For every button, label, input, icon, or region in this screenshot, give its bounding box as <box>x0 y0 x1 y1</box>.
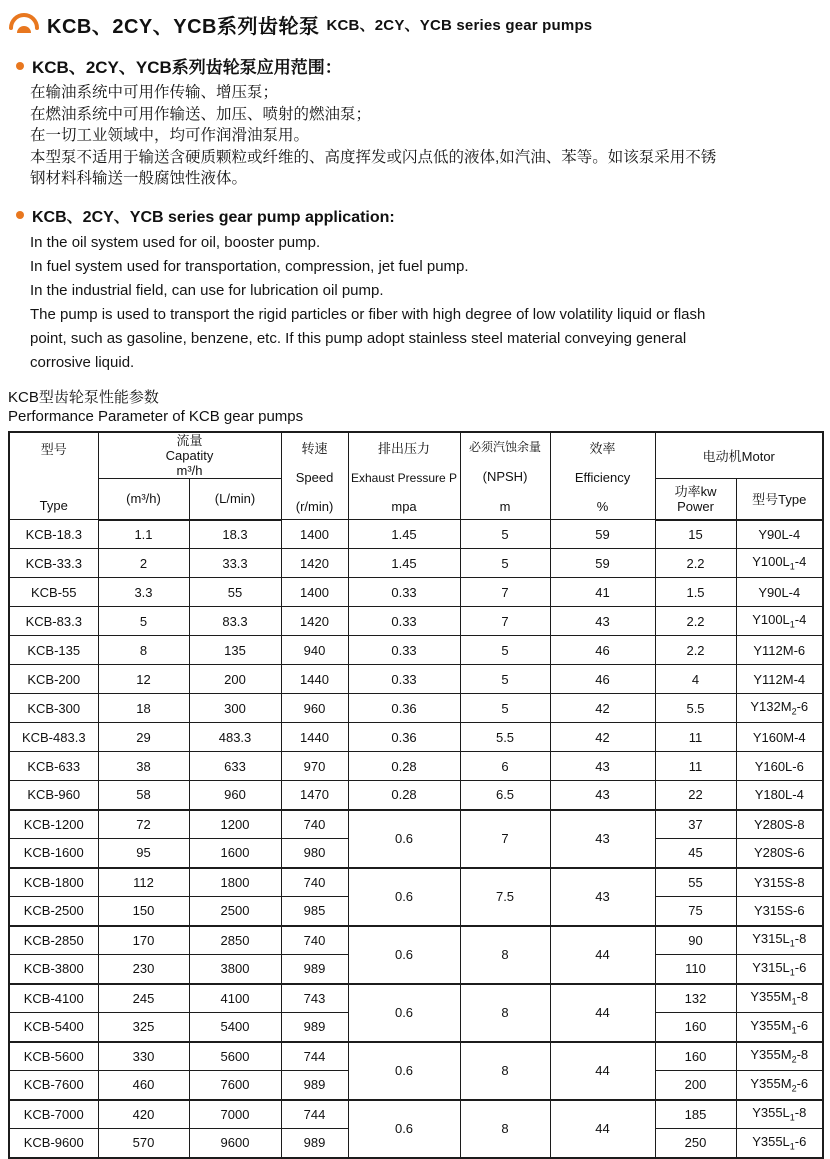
cell-type: KCB-5400 <box>9 1013 98 1042</box>
cell-efficiency: 46 <box>550 665 655 694</box>
header-pressure-unit: mpa <box>391 499 417 514</box>
table-row <box>9 723 823 752</box>
zh-line: 在输油系统中可用作传输、增压泵； <box>30 84 279 101</box>
cell-speed: 989 <box>281 1013 348 1042</box>
header-motor-group: 电动机Motor <box>702 448 775 464</box>
cell-motor-type: Y160L-6 <box>736 752 823 781</box>
cell-capacity-m3h: 5 <box>98 607 189 636</box>
cell-power: 2.2 <box>655 607 736 636</box>
col-header-motor <box>655 432 823 479</box>
cell-capacity-m3h: 29 <box>98 723 189 752</box>
cell-capacity-m3h: 8 <box>98 636 189 665</box>
cell-pressure: 0.33 <box>348 607 460 636</box>
cell-capacity-lmin: 633 <box>189 752 281 781</box>
cell-capacity-lmin: 200 <box>189 665 281 694</box>
cell-speed: 1440 <box>281 723 348 752</box>
cell-speed: 980 <box>281 839 348 868</box>
header-type-zh: 型号 <box>40 441 67 457</box>
cell-pressure: 0.36 <box>348 723 460 752</box>
cell-type: KCB-33.3 <box>9 549 98 578</box>
table-row <box>9 1100 823 1129</box>
cell-capacity-lmin: 55 <box>189 578 281 607</box>
cell-power: 4 <box>655 665 736 694</box>
cell-motor-type: Y280S-8 <box>736 810 823 839</box>
cell-pressure: 0.33 <box>348 578 460 607</box>
cell-motor-type: Y315S-6 <box>736 897 823 926</box>
performance-table <box>8 431 824 1159</box>
cell-npsh: 7 <box>460 578 550 607</box>
col-header-capacity <box>98 432 281 479</box>
cell-npsh: 6 <box>460 752 550 781</box>
section-zh-body <box>30 82 822 190</box>
cell-capacity-m3h: 325 <box>98 1013 189 1042</box>
cell-efficiency: 44 <box>550 1100 655 1158</box>
cell-power: 11 <box>655 752 736 781</box>
cell-speed: 744 <box>281 1100 348 1129</box>
cell-motor-type: $Y132M_2-6$ <box>736 694 823 723</box>
cell-motor-type: $Y100L_1-4$ <box>736 607 823 636</box>
cell-capacity-lmin: 135 <box>189 636 281 665</box>
cell-capacity-lmin: 5400 <box>189 1013 281 1042</box>
pump-brand-icon <box>8 13 40 37</box>
cell-efficiency: 43 <box>550 752 655 781</box>
cell-power: 5.5 <box>655 694 736 723</box>
cell-pressure: 0.33 <box>348 665 460 694</box>
cell-power: 160 <box>655 1013 736 1042</box>
header-capacity-zh: 流量 <box>176 432 203 448</box>
cell-npsh: 7 <box>460 607 550 636</box>
table-row <box>9 607 823 636</box>
header-npsh-unit: m <box>499 499 511 514</box>
cell-capacity-lmin: 1600 <box>189 839 281 868</box>
cell-type: KCB-2500 <box>9 897 98 926</box>
col-header-lmin <box>189 478 281 520</box>
cell-motor-type: Y90L-4 <box>736 578 823 607</box>
cell-pressure: 1.45 <box>348 549 460 578</box>
cell-type: KCB-4100 <box>9 984 98 1013</box>
cell-npsh: 5 <box>460 549 550 578</box>
cell-motor-type: Y180L-4 <box>736 781 823 810</box>
section-zh-heading <box>16 53 822 78</box>
table-title-zh: KCB型齿轮泵性能参数 <box>8 388 159 406</box>
cell-speed: 1420 <box>281 607 348 636</box>
cell-capacity-m3h: 1.1 <box>98 520 189 549</box>
table-row <box>9 868 823 897</box>
cell-power: 15 <box>655 520 736 549</box>
cell-speed: 970 <box>281 752 348 781</box>
cell-pressure: 0.36 <box>348 694 460 723</box>
table-row <box>9 781 823 810</box>
col-header-efficiency <box>550 432 655 520</box>
cell-type: KCB-7000 <box>9 1100 98 1129</box>
table-row <box>9 549 823 578</box>
col-header-motor-type <box>736 478 823 520</box>
col-header-pressure <box>348 432 460 520</box>
cell-power: 55 <box>655 868 736 897</box>
cell-capacity-m3h: 2 <box>98 549 189 578</box>
col-header-m3h <box>98 478 189 520</box>
cell-speed: 989 <box>281 955 348 984</box>
cell-capacity-m3h: 330 <box>98 1042 189 1071</box>
cell-capacity-m3h: 460 <box>98 1071 189 1100</box>
cell-speed: 940 <box>281 636 348 665</box>
cell-type: KCB-83.3 <box>9 607 98 636</box>
cell-capacity-lmin: 2500 <box>189 897 281 926</box>
cell-power: 37 <box>655 810 736 839</box>
header-sub-m3h: (m³/h) <box>126 491 161 506</box>
cell-capacity-m3h: 420 <box>98 1100 189 1129</box>
cell-pressure: 0.6 <box>348 926 460 984</box>
cell-type: KCB-960 <box>9 781 98 810</box>
header-npsh-en: (NPSH) <box>482 469 528 485</box>
cell-motor-type: Y280S-6 <box>736 839 823 868</box>
header-speed-en: Speed <box>295 470 334 486</box>
cell-type: KCB-55 <box>9 578 98 607</box>
cell-power: 90 <box>655 926 736 955</box>
cell-power: 11 <box>655 723 736 752</box>
cell-speed: 1470 <box>281 781 348 810</box>
cell-capacity-m3h: 230 <box>98 955 189 984</box>
section-en-heading-label: KCB、2CY、YCB series gear pump application: <box>32 208 395 226</box>
cell-type: KCB-18.3 <box>9 520 98 549</box>
table-row <box>9 520 823 549</box>
cell-capacity-lmin: 300 <box>189 694 281 723</box>
cell-npsh: 5 <box>460 636 550 665</box>
header-eff-zh: 效率 <box>589 440 616 456</box>
header-capacity-unit: m³/h <box>176 462 203 478</box>
cell-efficiency: 41 <box>550 578 655 607</box>
cell-capacity-m3h: 18 <box>98 694 189 723</box>
cell-efficiency: 44 <box>550 984 655 1042</box>
table-row <box>9 1042 823 1071</box>
en-line: In fuel system used for transportation, compression, jet fuel pump. <box>30 257 469 275</box>
header-eff-unit: % <box>596 499 609 514</box>
cell-capacity-lmin: 960 <box>189 781 281 810</box>
header-power-zh: 功率kw <box>674 483 717 499</box>
cell-motor-type: $Y355M_1-8$ <box>736 984 823 1013</box>
cell-efficiency: 44 <box>550 926 655 984</box>
cell-capacity-lmin: 3800 <box>189 955 281 984</box>
cell-power: 22 <box>655 781 736 810</box>
cell-power: 110 <box>655 955 736 984</box>
cell-capacity-lmin: 7600 <box>189 1071 281 1100</box>
cell-pressure: 0.6 <box>348 810 460 868</box>
cell-motor-type: $Y315L_1-8$ <box>736 926 823 955</box>
cell-npsh: 5 <box>460 520 550 549</box>
zh-line: 本型泵不适用于输送含硬质颗粒或纤维的、高度挥发或闪点低的液体,如汽油、苯等。如该泵采用不锈 <box>30 148 717 166</box>
cell-efficiency: 59 <box>550 549 655 578</box>
cell-speed: 1440 <box>281 665 348 694</box>
cell-capacity-lmin: 2850 <box>189 926 281 955</box>
col-header-type <box>9 432 98 520</box>
cell-type: KCB-200 <box>9 665 98 694</box>
cell-capacity-lmin: 483.3 <box>189 723 281 752</box>
cell-motor-type: $Y355M_1-6$ <box>736 1013 823 1042</box>
cell-speed: 1400 <box>281 578 348 607</box>
en-line: The pump is used to transport the rigid particles or fiber with high degree of low volatility liquid or flash <box>30 305 706 323</box>
table-row <box>9 578 823 607</box>
cell-power: 160 <box>655 1042 736 1071</box>
cell-type: KCB-7600 <box>9 1071 98 1100</box>
cell-speed: 1420 <box>281 549 348 578</box>
cell-pressure: 1.45 <box>348 520 460 549</box>
cell-capacity-m3h: 170 <box>98 926 189 955</box>
page-title-en: KCB、2CY、YCB series gear pumps <box>326 17 593 34</box>
cell-speed: 989 <box>281 1129 348 1158</box>
cell-capacity-lmin: 4100 <box>189 984 281 1013</box>
cell-npsh: 8 <box>460 984 550 1042</box>
en-line: In the industrial field, can use for lubrication oil pump. <box>30 281 384 299</box>
cell-power: 2.2 <box>655 549 736 578</box>
cell-speed: 740 <box>281 926 348 955</box>
header-eff-en: Efficiency <box>574 470 631 486</box>
header-pressure-zh: 排出压力 <box>378 440 431 456</box>
header-capacity-en: Capatity <box>165 447 214 463</box>
cell-capacity-m3h: 12 <box>98 665 189 694</box>
cell-motor-type: $Y355M_2-8$ <box>736 1042 823 1071</box>
table-row <box>9 984 823 1013</box>
cell-type: KCB-135 <box>9 636 98 665</box>
page-header <box>0 0 830 39</box>
cell-capacity-m3h: 570 <box>98 1129 189 1158</box>
cell-pressure: 0.6 <box>348 984 460 1042</box>
cell-efficiency: 44 <box>550 1042 655 1100</box>
cell-capacity-m3h: 150 <box>98 897 189 926</box>
cell-pressure: 0.6 <box>348 868 460 926</box>
cell-motor-type: Y315S-8 <box>736 868 823 897</box>
cell-efficiency: 59 <box>550 520 655 549</box>
cell-capacity-lmin: 33.3 <box>189 549 281 578</box>
header-motor-type: 型号Type <box>752 492 807 507</box>
cell-power: 75 <box>655 897 736 926</box>
cell-capacity-m3h: 95 <box>98 839 189 868</box>
cell-motor-type: $Y100L_1-4$ <box>736 549 823 578</box>
cell-motor-type: Y90L-4 <box>736 520 823 549</box>
en-line: point, such as gasoline, benzene, etc. If this pump adopt stainless steel material conveying general <box>30 329 687 347</box>
cell-npsh: 5 <box>460 665 550 694</box>
cell-speed: 744 <box>281 1042 348 1071</box>
cell-capacity-lmin: 5600 <box>189 1042 281 1071</box>
zh-line: 在一切工业领域中，均可作润滑油泵用。 <box>30 127 310 144</box>
header-pressure-en: Exhaust Pressure P <box>350 470 458 485</box>
cell-motor-type: $Y355L_1-6$ <box>736 1129 823 1158</box>
cell-npsh: 8 <box>460 1100 550 1158</box>
performance-table-body <box>9 520 823 1158</box>
section-en-heading <box>16 204 822 227</box>
cell-efficiency: 42 <box>550 723 655 752</box>
page-title-zh: KCB、2CY、YCB系列齿轮泵 <box>47 16 320 38</box>
cell-type: KCB-1600 <box>9 839 98 868</box>
cell-capacity-lmin: 18.3 <box>189 520 281 549</box>
cell-type: KCB-1200 <box>9 810 98 839</box>
cell-pressure: 0.28 <box>348 752 460 781</box>
section-zh-heading-label: KCB、2CY、YCB系列齿轮泵应用范围： <box>32 58 342 77</box>
col-header-power <box>655 478 736 520</box>
cell-npsh: 7.5 <box>460 868 550 926</box>
cell-capacity-lmin: 83.3 <box>189 607 281 636</box>
cell-power: 45 <box>655 839 736 868</box>
cell-npsh: 6.5 <box>460 781 550 810</box>
cell-efficiency: 43 <box>550 607 655 636</box>
cell-pressure: 0.6 <box>348 1100 460 1158</box>
cell-power: 2.2 <box>655 636 736 665</box>
cell-pressure: 0.28 <box>348 781 460 810</box>
table-row <box>9 636 823 665</box>
cell-power: 185 <box>655 1100 736 1129</box>
cell-npsh: 7 <box>460 810 550 868</box>
cell-pressure: 0.33 <box>348 636 460 665</box>
cell-capacity-m3h: 245 <box>98 984 189 1013</box>
header-npsh-zh: 必须汽蚀余量 <box>469 439 542 454</box>
cell-type: KCB-300 <box>9 694 98 723</box>
cell-capacity-m3h: 58 <box>98 781 189 810</box>
header-sub-lmin: (L/min) <box>214 491 256 506</box>
cell-motor-type: Y112M-6 <box>736 636 823 665</box>
table-row <box>9 926 823 955</box>
table-row <box>9 810 823 839</box>
cell-power: 200 <box>655 1071 736 1100</box>
cell-speed: 740 <box>281 868 348 897</box>
cell-capacity-m3h: 3.3 <box>98 578 189 607</box>
cell-capacity-lmin: 7000 <box>189 1100 281 1129</box>
cell-npsh: 8 <box>460 1042 550 1100</box>
cell-speed: 960 <box>281 694 348 723</box>
cell-speed: 989 <box>281 1071 348 1100</box>
cell-capacity-m3h: 112 <box>98 868 189 897</box>
cell-type: KCB-1800 <box>9 868 98 897</box>
zh-line: 在燃油系统中可用作输送、加压、喷射的燃油泵； <box>30 105 372 123</box>
table-row <box>9 665 823 694</box>
cell-motor-type: Y160M-4 <box>736 723 823 752</box>
cell-pressure: 0.6 <box>348 1042 460 1100</box>
col-header-npsh <box>460 432 550 520</box>
section-en-body <box>30 231 822 374</box>
table-row <box>9 752 823 781</box>
cell-efficiency: 42 <box>550 694 655 723</box>
cell-npsh: 5 <box>460 694 550 723</box>
table-row <box>9 694 823 723</box>
cell-motor-type: $Y315L_1-6$ <box>736 955 823 984</box>
cell-power: 250 <box>655 1129 736 1158</box>
cell-type: KCB-5600 <box>9 1042 98 1071</box>
cell-efficiency: 46 <box>550 636 655 665</box>
cell-efficiency: 43 <box>550 781 655 810</box>
en-line: corrosive liquid. <box>30 353 135 371</box>
cell-motor-type: Y112M-4 <box>736 665 823 694</box>
cell-efficiency: 43 <box>550 810 655 868</box>
cell-speed: 1400 <box>281 520 348 549</box>
cell-speed: 740 <box>281 810 348 839</box>
en-line: In the oil system used for oil, booster pump. <box>30 233 321 251</box>
cell-power: 132 <box>655 984 736 1013</box>
cell-type: KCB-483.3 <box>9 723 98 752</box>
cell-speed: 985 <box>281 897 348 926</box>
cell-capacity-lmin: 1800 <box>189 868 281 897</box>
cell-capacity-m3h: 72 <box>98 810 189 839</box>
cell-efficiency: 43 <box>550 868 655 926</box>
bullet-icon <box>16 62 24 70</box>
cell-type: KCB-633 <box>9 752 98 781</box>
cell-npsh: 5.5 <box>460 723 550 752</box>
cell-type: KCB-3800 <box>9 955 98 984</box>
header-speed-zh: 转速 <box>301 440 328 456</box>
cell-capacity-m3h: 38 <box>98 752 189 781</box>
cell-capacity-lmin: 1200 <box>189 810 281 839</box>
cell-type: KCB-2850 <box>9 926 98 955</box>
col-header-speed <box>281 432 348 520</box>
header-type-en: Type <box>39 498 68 513</box>
cell-motor-type: $Y355L_1-8$ <box>736 1100 823 1129</box>
header-speed-unit: (r/min) <box>295 499 334 514</box>
cell-npsh: 8 <box>460 926 550 984</box>
cell-type: KCB-9600 <box>9 1129 98 1158</box>
cell-capacity-lmin: 9600 <box>189 1129 281 1158</box>
cell-power: 1.5 <box>655 578 736 607</box>
cell-speed: 743 <box>281 984 348 1013</box>
table-title <box>8 388 822 426</box>
header-power-en: Power <box>677 498 714 514</box>
table-title-en: Performance Parameter of KCB gear pumps <box>8 407 304 425</box>
bullet-icon <box>16 211 24 219</box>
zh-line: 钢材料科输送一般腐蚀性液体。 <box>30 170 248 187</box>
cell-motor-type: $Y355M_2-6$ <box>736 1071 823 1100</box>
